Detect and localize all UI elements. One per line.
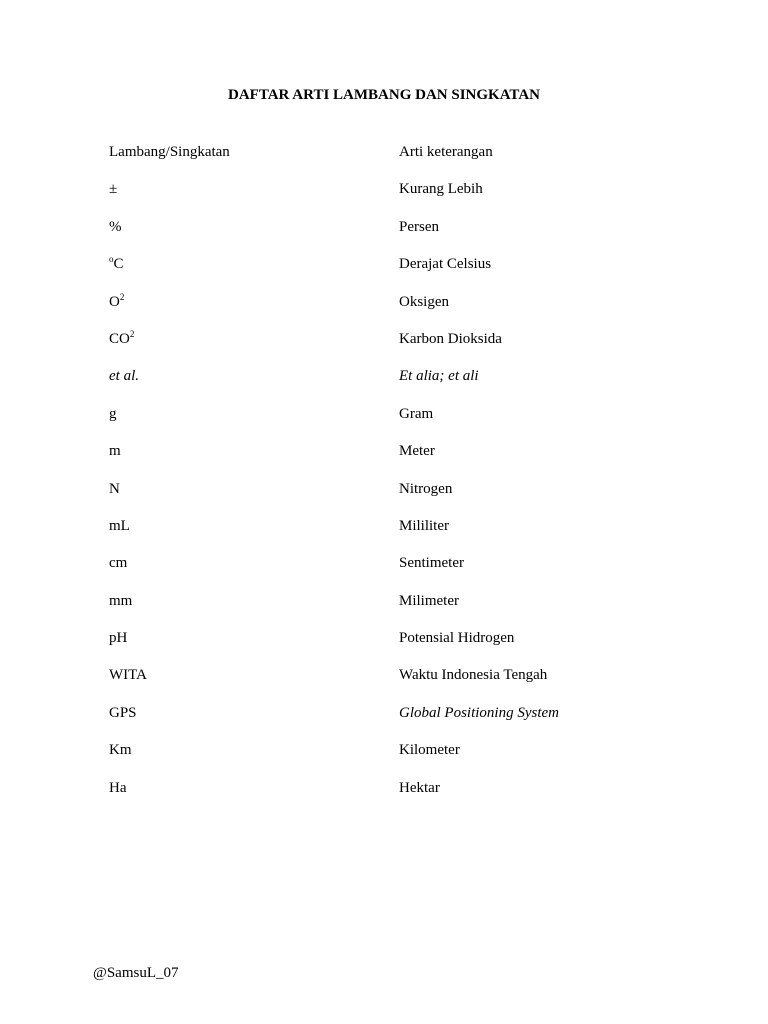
row-meaning: Sentimeter bbox=[399, 555, 464, 572]
header-meaning: Arti keterangan bbox=[399, 144, 493, 160]
row-symbol: GPS bbox=[109, 704, 137, 721]
row-meaning: Kurang Lebih bbox=[399, 181, 483, 198]
row-meaning: Global Positioning System bbox=[399, 704, 559, 721]
row-meaning: Oksigen bbox=[399, 293, 449, 310]
row-symbol: cm bbox=[109, 555, 128, 572]
row-symbol: mL bbox=[109, 517, 130, 534]
symbol-text: C bbox=[113, 256, 124, 273]
row-meaning: Karbon Dioksida bbox=[399, 330, 502, 347]
row-symbol: mm bbox=[109, 592, 133, 609]
symbol-table bbox=[109, 143, 709, 816]
table-row bbox=[109, 293, 709, 330]
row-meaning: Derajat Celsius bbox=[399, 256, 492, 273]
row-symbol: % bbox=[109, 218, 122, 235]
row-symbol: WITA bbox=[109, 667, 147, 684]
row-meaning: Mililiter bbox=[399, 517, 449, 534]
table-row bbox=[109, 666, 709, 703]
symbol-superscript: 2 bbox=[129, 328, 135, 339]
footer-watermark: @SamsuL_07 bbox=[93, 965, 179, 981]
table-row bbox=[109, 741, 709, 778]
row-meaning: Gram bbox=[399, 405, 434, 422]
row-meaning: Meter bbox=[399, 443, 435, 460]
symbol-text: CO bbox=[109, 330, 130, 347]
table-row bbox=[109, 480, 709, 517]
row-symbol: N bbox=[109, 480, 120, 497]
symbol-superscript: 2 bbox=[119, 291, 125, 302]
table-row bbox=[109, 442, 709, 479]
row-symbol bbox=[109, 330, 134, 348]
row-symbol: Km bbox=[109, 742, 132, 759]
header-symbol: Lambang/Singkatan bbox=[109, 144, 230, 160]
table-row bbox=[109, 779, 709, 816]
table-row bbox=[109, 517, 709, 554]
row-meaning: Hektar bbox=[399, 779, 440, 796]
table-row bbox=[109, 554, 709, 591]
row-symbol bbox=[109, 255, 124, 273]
table-row bbox=[109, 405, 709, 442]
row-meaning: Milimeter bbox=[399, 592, 459, 609]
table-row bbox=[109, 180, 709, 217]
row-meaning: Potensial Hidrogen bbox=[399, 630, 515, 647]
row-symbol: g bbox=[109, 405, 117, 422]
table-row bbox=[109, 330, 709, 367]
table-row bbox=[109, 367, 709, 404]
row-symbol: Ha bbox=[109, 779, 127, 796]
row-meaning: Waktu Indonesia Tengah bbox=[399, 667, 548, 684]
table-header-row bbox=[109, 143, 709, 180]
table-row bbox=[109, 704, 709, 741]
table-row bbox=[109, 218, 709, 255]
page-title: DAFTAR ARTI LAMBANG DAN SINGKATAN bbox=[228, 87, 540, 103]
table-row bbox=[109, 629, 709, 666]
table-row bbox=[109, 592, 709, 629]
row-symbol: pH bbox=[109, 630, 128, 647]
degree-superscript: o bbox=[109, 254, 114, 265]
row-meaning: Nitrogen bbox=[399, 480, 453, 497]
row-meaning: Persen bbox=[399, 218, 439, 235]
table-row bbox=[109, 255, 709, 292]
row-meaning: Kilometer bbox=[399, 742, 460, 759]
row-symbol bbox=[109, 293, 124, 311]
row-symbol: m bbox=[109, 443, 121, 460]
row-meaning: Et alia; et ali bbox=[399, 368, 479, 385]
row-symbol: et al. bbox=[109, 368, 139, 385]
row-symbol: ± bbox=[109, 181, 118, 198]
symbol-text: O bbox=[109, 293, 120, 310]
